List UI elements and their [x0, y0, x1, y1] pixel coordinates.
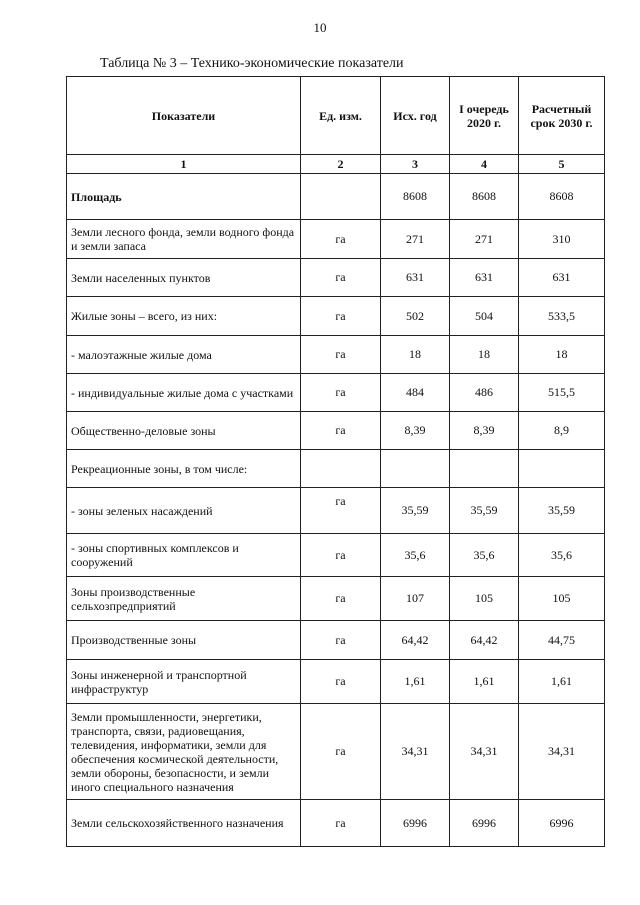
header-stage-2020: I очередь 2020 г.	[450, 77, 519, 155]
row-unit: га	[301, 621, 381, 660]
row-unit: га	[301, 259, 381, 297]
column-index: 3	[381, 155, 450, 174]
row-name: Площадь	[67, 174, 301, 220]
row-base-year: 271	[381, 220, 450, 259]
row-base-year: 484	[381, 374, 450, 412]
row-unit	[301, 174, 381, 220]
row-stage-2020: 18	[450, 336, 519, 374]
row-term-2030	[519, 450, 605, 488]
row-name: Земли лесного фонда, земли водного фонда и земли запаса	[67, 220, 301, 259]
row-name: - зоны зеленых насаждений	[67, 488, 301, 534]
row-name: Зоны инженерной и транспортной инфраструктур	[67, 660, 301, 704]
row-base-year: 631	[381, 259, 450, 297]
header-term-2030: Расчетный срок 2030 г.	[519, 77, 605, 155]
row-term-2030: 105	[519, 577, 605, 621]
row-base-year: 6996	[381, 800, 450, 847]
row-term-2030: 1,61	[519, 660, 605, 704]
row-unit: га	[301, 488, 381, 534]
row-stage-2020: 271	[450, 220, 519, 259]
row-term-2030: 34,31	[519, 704, 605, 800]
page-number: 10	[313, 20, 327, 35]
row-term-2030: 631	[519, 259, 605, 297]
row-base-year: 8,39	[381, 412, 450, 450]
row-name: Рекреационные зоны, в том числе:	[67, 450, 301, 488]
row-base-year: 1,61	[381, 660, 450, 704]
row-stage-2020: 64,42	[450, 621, 519, 660]
table-row	[67, 450, 605, 488]
table-row	[67, 374, 605, 412]
row-name: Земли сельскохозяйственного назначения	[67, 800, 301, 847]
table-row	[67, 534, 605, 577]
row-name: Земли промышленности, энергетики, транспорта, связи, радиовещания, телевидения, информатики, земли для обеспечения космической деятельности, земли обороны, безопасности, и земли иного специального назначения	[67, 704, 301, 800]
column-index: 1	[67, 155, 301, 174]
row-unit: га	[301, 220, 381, 259]
row-term-2030: 6996	[519, 800, 605, 847]
row-name: Жилые зоны – всего, из них:	[67, 297, 301, 336]
table-row	[67, 704, 605, 800]
row-base-year: 64,42	[381, 621, 450, 660]
row-term-2030: 18	[519, 336, 605, 374]
row-stage-2020	[450, 450, 519, 488]
row-term-2030: 35,59	[519, 488, 605, 534]
column-index: 2	[301, 155, 381, 174]
row-stage-2020: 35,6	[450, 534, 519, 577]
row-base-year: 35,6	[381, 534, 450, 577]
table-row	[67, 297, 605, 336]
row-unit: га	[301, 297, 381, 336]
column-index: 4	[450, 155, 519, 174]
row-term-2030: 44,75	[519, 621, 605, 660]
table-row	[67, 660, 605, 704]
row-stage-2020: 8608	[450, 174, 519, 220]
row-term-2030: 310	[519, 220, 605, 259]
table-caption: Таблица № 3 – Технико-экономические показатели	[100, 56, 404, 71]
row-base-year: 107	[381, 577, 450, 621]
table-row	[67, 412, 605, 450]
row-base-year: 34,31	[381, 704, 450, 800]
table-row	[67, 577, 605, 621]
row-stage-2020: 8,39	[450, 412, 519, 450]
row-name: Земли населенных пунктов	[67, 259, 301, 297]
table-row	[67, 220, 605, 259]
row-term-2030: 8,9	[519, 412, 605, 450]
row-base-year: 8608	[381, 174, 450, 220]
table-header-row	[67, 77, 605, 155]
row-term-2030: 533,5	[519, 297, 605, 336]
row-name: - малоэтажные жилые дома	[67, 336, 301, 374]
row-term-2030: 8608	[519, 174, 605, 220]
row-stage-2020: 486	[450, 374, 519, 412]
table-row	[67, 800, 605, 847]
indicators-table	[66, 76, 605, 847]
row-name: - зоны спортивных комплексов и сооружений	[67, 534, 301, 577]
table-row	[67, 336, 605, 374]
table-row	[67, 259, 605, 297]
row-stage-2020: 504	[450, 297, 519, 336]
row-unit: га	[301, 336, 381, 374]
row-stage-2020: 6996	[450, 800, 519, 847]
column-index-row	[67, 155, 605, 174]
row-term-2030: 35,6	[519, 534, 605, 577]
row-name: - индивидуальные жилые дома с участками	[67, 374, 301, 412]
row-stage-2020: 1,61	[450, 660, 519, 704]
row-stage-2020: 631	[450, 259, 519, 297]
row-name: Производственные зоны	[67, 621, 301, 660]
header-base-year: Исх. год	[381, 77, 450, 155]
row-name: Общественно-деловые зоны	[67, 412, 301, 450]
header-unit: Ед. изм.	[301, 77, 381, 155]
header-indicators: Показатели	[67, 77, 301, 155]
row-stage-2020: 105	[450, 577, 519, 621]
row-unit: га	[301, 800, 381, 847]
row-unit: га	[301, 412, 381, 450]
table-row	[67, 174, 605, 220]
row-stage-2020: 34,31	[450, 704, 519, 800]
row-unit: га	[301, 704, 381, 800]
row-name: Зоны производственные сельхозпредприятий	[67, 577, 301, 621]
row-base-year: 35,59	[381, 488, 450, 534]
row-unit: га	[301, 534, 381, 577]
row-term-2030: 515,5	[519, 374, 605, 412]
table-row	[67, 488, 605, 534]
row-base-year	[381, 450, 450, 488]
row-base-year: 18	[381, 336, 450, 374]
row-unit	[301, 450, 381, 488]
row-unit: га	[301, 374, 381, 412]
column-index: 5	[519, 155, 605, 174]
row-unit: га	[301, 660, 381, 704]
row-stage-2020: 35,59	[450, 488, 519, 534]
row-unit: га	[301, 577, 381, 621]
table-row	[67, 621, 605, 660]
row-base-year: 502	[381, 297, 450, 336]
